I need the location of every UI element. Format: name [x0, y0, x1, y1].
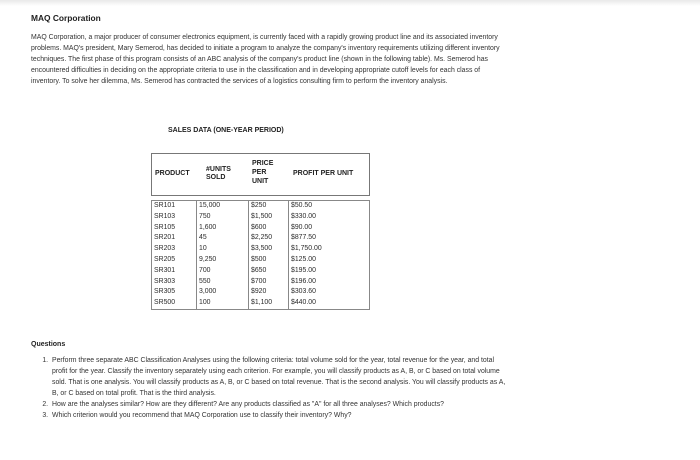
table-row — [152, 277, 369, 288]
question-item: 2. How are the analyses similar? How are they different? Are any products classified as "A" for all three analyses? Which products? — [50, 399, 511, 410]
top-cutoff-strip — [0, 0, 700, 6]
cell-units: 750 — [197, 212, 249, 223]
cell-product: SR101 — [152, 201, 197, 212]
question-item: 1. Perform three separate ABC Classification Analyses using the following criteria: total volume sold for the year, total revenue for the year, and total profit for the year. Classify the inventory separately using each criterion. For example, you will classify products as A, B, or C based on total volume sold. That is one analysis. You will classify products as A, B, or C based on total revenue. That is the second analysis. You will classify products as A, B, or C based on total profit. That is the third analysis. — [50, 355, 511, 399]
questions-list — [31, 355, 511, 421]
header-price-line2: PER — [252, 169, 267, 176]
cell-profit: $195.00 — [291, 266, 316, 274]
table-row — [152, 287, 369, 298]
header-units-line2: SOLD — [206, 174, 226, 181]
cell-product: SR301 — [152, 266, 197, 277]
table-row — [152, 255, 369, 266]
cell-price: $920 — [249, 287, 289, 298]
cell-profit: $303.60 — [291, 288, 316, 296]
cell-units: 15,000 — [197, 201, 249, 212]
table-header — [151, 153, 370, 196]
table-row — [152, 233, 369, 244]
table-row — [152, 201, 369, 212]
cell-price: $1,100 — [249, 298, 289, 309]
table-row — [152, 298, 369, 309]
cell-profit: $125.00 — [291, 255, 316, 263]
cell-units: 10 — [197, 244, 249, 255]
header-units-line1: #UNITS — [206, 166, 231, 173]
question-item: 3. Which criterion would you recommend that MAQ Corporation use to classify their inventory? Why? — [50, 410, 511, 421]
cell-product: SR500 — [152, 298, 197, 309]
cell-price: $250 — [249, 201, 289, 212]
cell-units: 45 — [197, 233, 249, 244]
cell-product: SR205 — [152, 255, 197, 266]
cell-profit: $330.00 — [291, 212, 316, 220]
table-body — [151, 200, 370, 310]
table-row — [152, 266, 369, 277]
header-product: PRODUCT — [155, 170, 190, 177]
header-profit: PROFIT PER UNIT — [293, 170, 354, 177]
cell-units: 100 — [197, 298, 249, 309]
cell-price: $700 — [249, 277, 289, 288]
table-row — [152, 244, 369, 255]
cell-product: SR103 — [152, 212, 197, 223]
intro-paragraph: MAQ Corporation, a major producer of consumer electronics equipment, is currently faced with a rapidly growing product line and its associated inventory problems. MAQ's president, Mary Semerod, has decided to initiate a program to analyze the company's inventory requirements utilizing different inventory techniques. The first phase of this program consists of an ABC analysis of the company's product line (shown in the following table). Ms. Semerod has encountered difficulties in deciding on the appropriate criteria to use in the classification and in developing appropriate cutoff levels for each class of inventory. To solve her dilemma, Ms. Semerod has contracted the services of a logistics consulting firm to perform the inventory analysis. — [31, 34, 500, 85]
cell-price: $3,500 — [249, 244, 289, 255]
cell-price: $1,500 — [249, 212, 289, 223]
case-study — [31, 13, 501, 87]
cell-product: SR303 — [152, 277, 197, 288]
document-title: MAQ Corporation — [31, 13, 101, 23]
cell-price: $2,250 — [249, 233, 289, 244]
cell-product: SR105 — [152, 223, 197, 234]
cell-product: SR203 — [152, 244, 197, 255]
questions-heading: Questions — [31, 341, 66, 348]
cell-price: $650 — [249, 266, 289, 277]
cell-product: SR201 — [152, 233, 197, 244]
cell-product: SR305 — [152, 287, 197, 298]
cell-profit: $1,750.00 — [291, 245, 322, 253]
cell-profit: $196.00 — [291, 277, 316, 285]
cell-profit: $877.50 — [291, 234, 316, 242]
cell-price: $500 — [249, 255, 289, 266]
questions-section — [31, 341, 511, 421]
cell-profit: $50.50 — [291, 202, 313, 209]
header-price-line1: PRICE — [252, 160, 274, 167]
cell-profit: $90.00 — [291, 223, 313, 231]
table-row — [152, 212, 369, 223]
cell-units: 3,000 — [197, 287, 249, 298]
table-caption: SALES DATA (ONE-YEAR PERIOD) — [168, 127, 284, 134]
table-row — [152, 223, 369, 234]
cell-units: 9,250 — [197, 255, 249, 266]
cell-units: 550 — [197, 277, 249, 288]
cell-units: 700 — [197, 266, 249, 277]
header-price-line3: UNIT — [252, 178, 269, 185]
cell-units: 1,600 — [197, 223, 249, 234]
cell-profit: $440.00 — [291, 299, 316, 307]
cell-price: $600 — [249, 223, 289, 234]
